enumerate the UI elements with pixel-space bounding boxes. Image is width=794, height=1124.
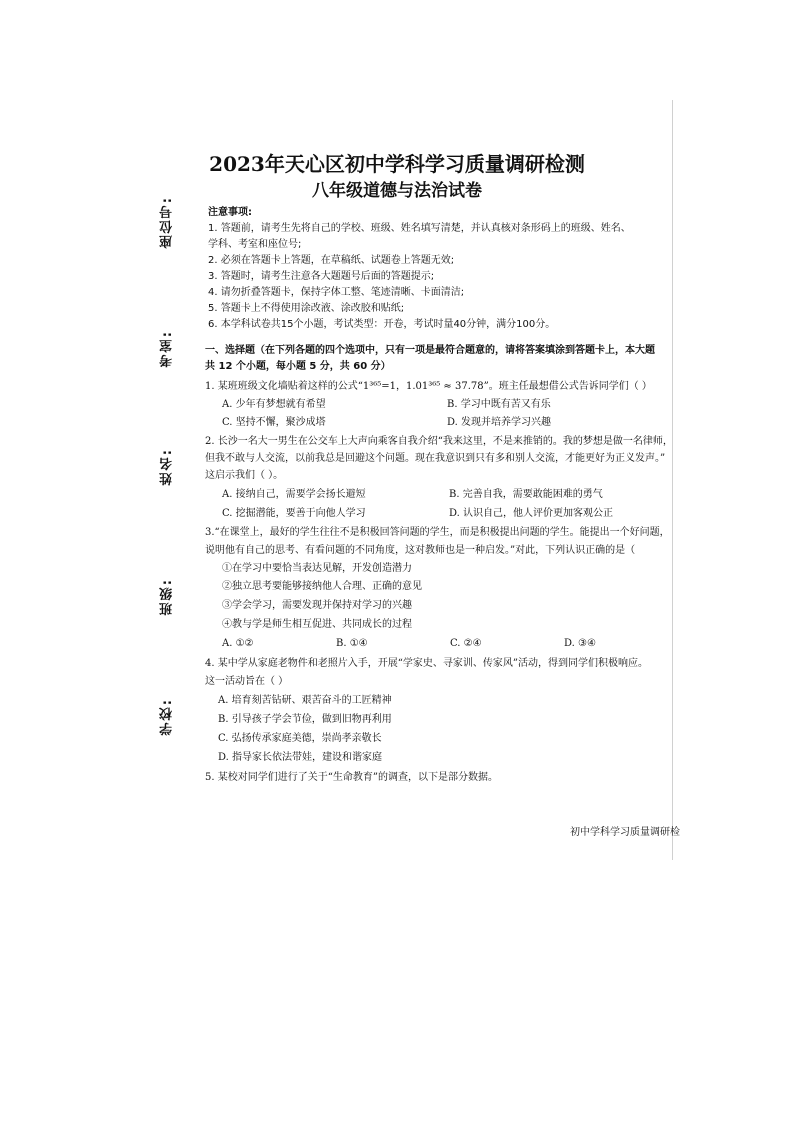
notice-item: 5. 答题卡上不得使用涂改液、涂改胶和贴纸; — [208, 303, 405, 314]
q3-statement-1: ①在学习中要恰当表达见解，开发创造潜力 — [222, 563, 412, 574]
question-1-stem: 1. 某班班级文化墙贴着这样的公式“1³⁶⁵=1，1.01³⁶⁵ ≈ 37.78”。班主任最想借公式告诉同学们（ ） — [205, 381, 652, 392]
notice-item: 3. 答题时，请考生注意各大题题号后面的答题提示; — [208, 271, 435, 282]
exam-room-label: 考室: — [160, 330, 175, 368]
q3-statement-4: ④教与学是师生相互促进、共同成长的过程 — [222, 619, 412, 630]
q1-option-b: B. 学习中既有苦又有乐 — [447, 399, 551, 410]
notice-item: 2. 必须在答题卡上答题，在草稿纸、试题卷上答题无效; — [208, 255, 455, 266]
notice-heading: 注意事项: — [208, 207, 252, 218]
q1-option-c: C. 坚持不懈，聚沙成塔 — [222, 417, 326, 428]
class-label: 班级: — [160, 578, 175, 616]
q3-option-b: B. ①④ — [336, 638, 368, 649]
q3-option-c: C. ②④ — [450, 638, 482, 649]
question-2-stem: 2. 长沙一名大一男生在公交车上大声向乘客自我介绍“我来这里，不是来推销的。我的梦想是做一名律师， — [205, 436, 673, 447]
exam-subtitle: 八年级道德与法治试卷 — [312, 181, 482, 201]
q3-statement-2: ②独立思考要能够接纳他人合理、正确的意见 — [222, 581, 422, 592]
q3-option-a: A. ①② — [222, 638, 254, 649]
section-one-heading-cont: 共 12 个小题，每小题 5 分，共 60 分） — [205, 361, 391, 372]
seat-number-label: 座位号: — [160, 196, 175, 249]
q4-option-b: B. 引导孩子学会节俭，做到旧物再利用 — [218, 714, 392, 725]
q3-option-d: D. ③④ — [564, 638, 596, 649]
notice-item: 学科、考室和座位号; — [208, 239, 302, 250]
notice-item: 1. 答题前，请考生先将自己的学校、班级、姓名填写清楚，并认真核对条形码上的班级、姓名、 — [208, 223, 631, 234]
q4-option-a: A. 培育刻苦钻研、艰苦奋斗的工匠精神 — [218, 695, 392, 706]
q1-option-a: A. 少年有梦想就有希望 — [222, 399, 326, 410]
q3-statement-3: ③学会学习，需要发现并保持对学习的兴趣 — [222, 600, 412, 611]
exam-title: 2023年天心区初中学科学习质量调研检测 — [209, 152, 585, 176]
page-footer: 初中学科学习质量调研检 — [570, 827, 680, 838]
q1-option-d: D. 发现并培养学习兴趣 — [447, 417, 552, 428]
q4-option-c: C. 弘扬传承家庭美德，崇尚孝亲敬长 — [218, 733, 382, 744]
section-one-heading: 一、选择题（在下列各题的四个选项中，只有一项是最符合题意的，请将答案填涂到答题卡上，本大题 — [205, 345, 655, 356]
notice-item: 6. 本学科试卷共15个小题，考试类型：开卷，考试时量40分钟，满分100分。 — [208, 319, 556, 330]
question-2-stem-cont: 但我不敢与人交流，以前我总是回避这个问题。现在我意识到只有多和别人交流，才能更好为正义发声。” — [205, 453, 666, 464]
notice-item: 4. 请勿折叠答题卡，保持字体工整、笔迹清晰、卡面清洁; — [208, 287, 465, 298]
school-label: 学校: — [160, 698, 175, 736]
name-label: 姓名: — [160, 448, 175, 486]
q2-option-d: D. 认识自己，他人评价更加客观公正 — [449, 508, 614, 519]
page-edge-line — [672, 100, 673, 860]
question-4-stem-cont: 这一活动旨在（ ） — [205, 676, 289, 687]
q2-option-a: A. 接纳自己，需要学会扬长避短 — [222, 489, 366, 500]
q2-option-c: C. 挖掘潜能，要善于向他人学习 — [222, 508, 366, 519]
q4-option-d: D. 指导家长依法带娃，建设和谐家庭 — [218, 752, 383, 763]
question-3-stem-cont: 说明他有自己的思考、有看问题的不同角度，这对教师也是一种启发。”对此，下列认识正确的是（ — [205, 545, 636, 556]
q2-option-b: B. 完善自我，需要敢能困难的勇气 — [449, 489, 603, 500]
question-5-stem: 5. 某校对同学们进行了关于“生命教育”的调查，以下是部分数据。 — [205, 772, 498, 783]
question-2-stem-end: 这启示我们（ ）。 — [205, 470, 284, 481]
question-3-stem: 3.“在课堂上，最好的学生往往不是积极回答问题的学生，而是积极提出问题的学生。能提出一个好问题， — [205, 527, 670, 538]
question-4-stem: 4. 某中学从家庭老物件和老照片入手，开展“学家史、寻家训、传家风”活动，得到同学们积极响应。 — [205, 658, 648, 669]
